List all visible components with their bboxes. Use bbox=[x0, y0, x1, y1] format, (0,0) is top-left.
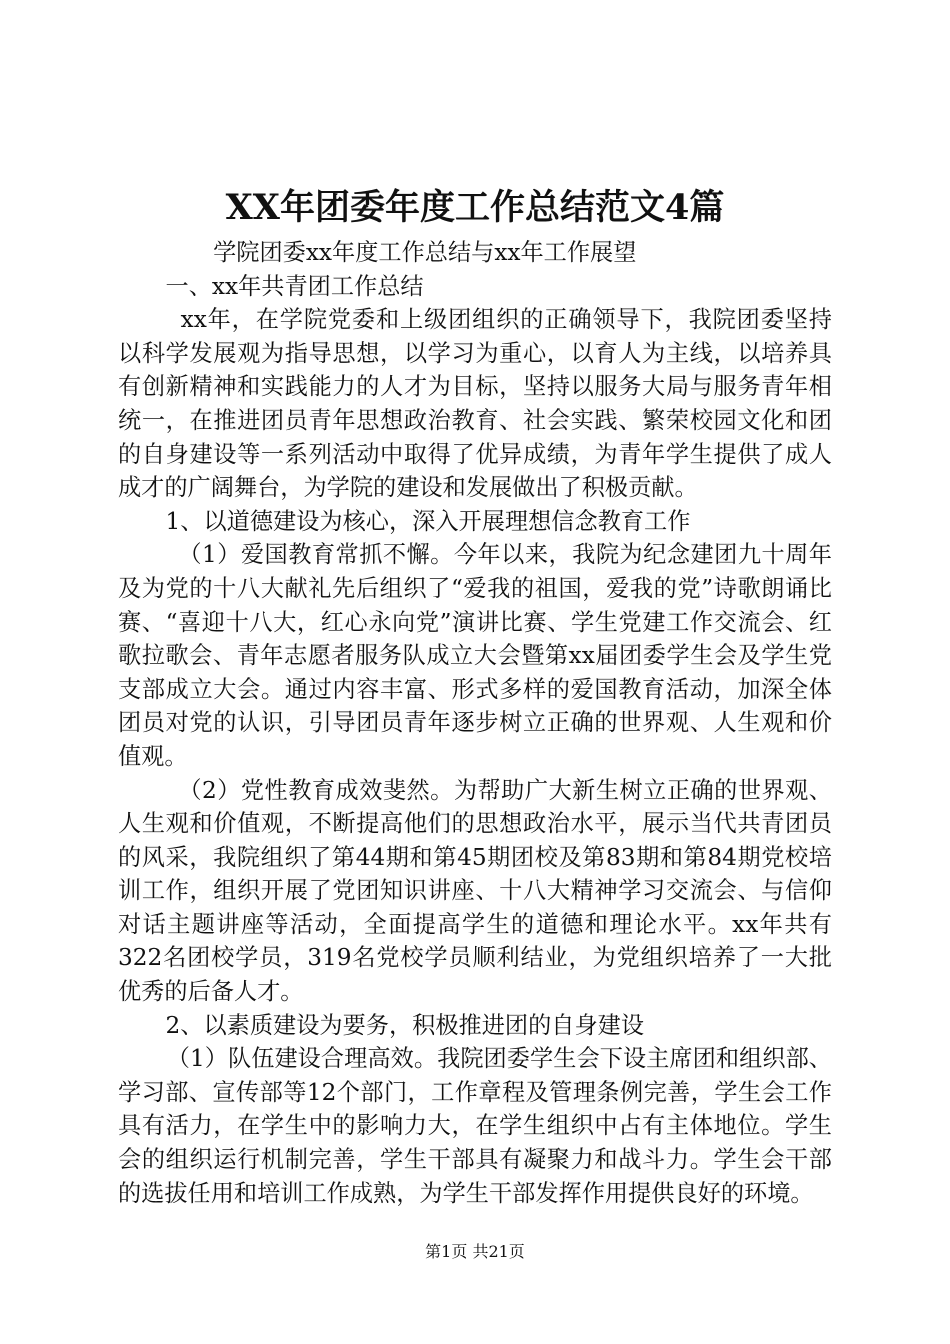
document-body bbox=[118, 236, 832, 1210]
paragraph: （1）爱国教育常抓不懈。今年以来，我院为纪念建团九十周年及为党的十八大献礼先后组织了“爱我的祖国，爱我的党”诗歌朗诵比赛、“喜迎十八大，红心永向党”演讲比赛、学生党建工作交流会、红歌拉歌会、青年志愿者服务队成立大会暨第xx届团委学生会及学生党支部成立大会。通过内容丰富、形式多样的爱国教育活动，加深全体团员对党的认识，引导团员青年逐步树立正确的世界观、人生观和价值观。 bbox=[118, 541, 832, 770]
page-number-footer: 第1页 共21页 bbox=[425, 1242, 525, 1261]
paragraph: 1、以道德建设为核心，深入开展理想信念教育工作 bbox=[165, 507, 691, 535]
document-title: XX年团委年度工作总结范文4篇 bbox=[225, 187, 725, 228]
paragraph: 学院团委xx年度工作总结与xx年工作展望 bbox=[213, 239, 637, 266]
paragraph: （1）队伍建设合理高效。我院团委学生会下设主席团和组织部、学习部、宣传部等12个部门，工作章程及管理条例完善，学生会工作具有活力，在学生中的影响力大，在学生组织中占有主体地位。学生会的组织运行机制完善，学生干部具有凝聚力和战斗力。学生会干部的选拔任用和培训工作成熟，为学生干部发挥作用提供良好的环境。 bbox=[118, 1045, 832, 1207]
paragraph: xx年，在学院党委和上级团组织的正确领导下，我院团委坚持以科学发展观为指导思想，以学习为重心，以育人为主线，以培养具有创新精神和实践能力的人才为目标，坚持以服务大局与服务青年相统一，在推进团员青年思想政治教育、社会实践、繁荣校园文化和团的自身建设等一系列活动中取得了优异成绩，为青年学生提供了成人成才的广阔舞台，为学院的建设和发展做出了积极贡献。 bbox=[118, 306, 832, 502]
paragraph: 2、以素质建设为要务，积极推进团的自身建设 bbox=[165, 1011, 645, 1039]
paragraph: （2）党性教育成效斐然。为帮助广大新生树立正确的世界观、人生观和价值观，不断提高他们的思想政治水平，展示当代共青团员的风采，我院组织了第44期和第45期团校及第83期和第84期党校培训工作，组织开展了党团知识讲座、十八大精神学习交流会、与信仰对话主题讲座等活动，全面提高学生的道德和理论水平。xx年共有322名团校学员，319名党校学员顺利结业，为党组织培养了一大批优秀的后备人才。 bbox=[118, 776, 832, 1006]
paragraph: 一、xx年共青团工作总结 bbox=[165, 272, 424, 300]
